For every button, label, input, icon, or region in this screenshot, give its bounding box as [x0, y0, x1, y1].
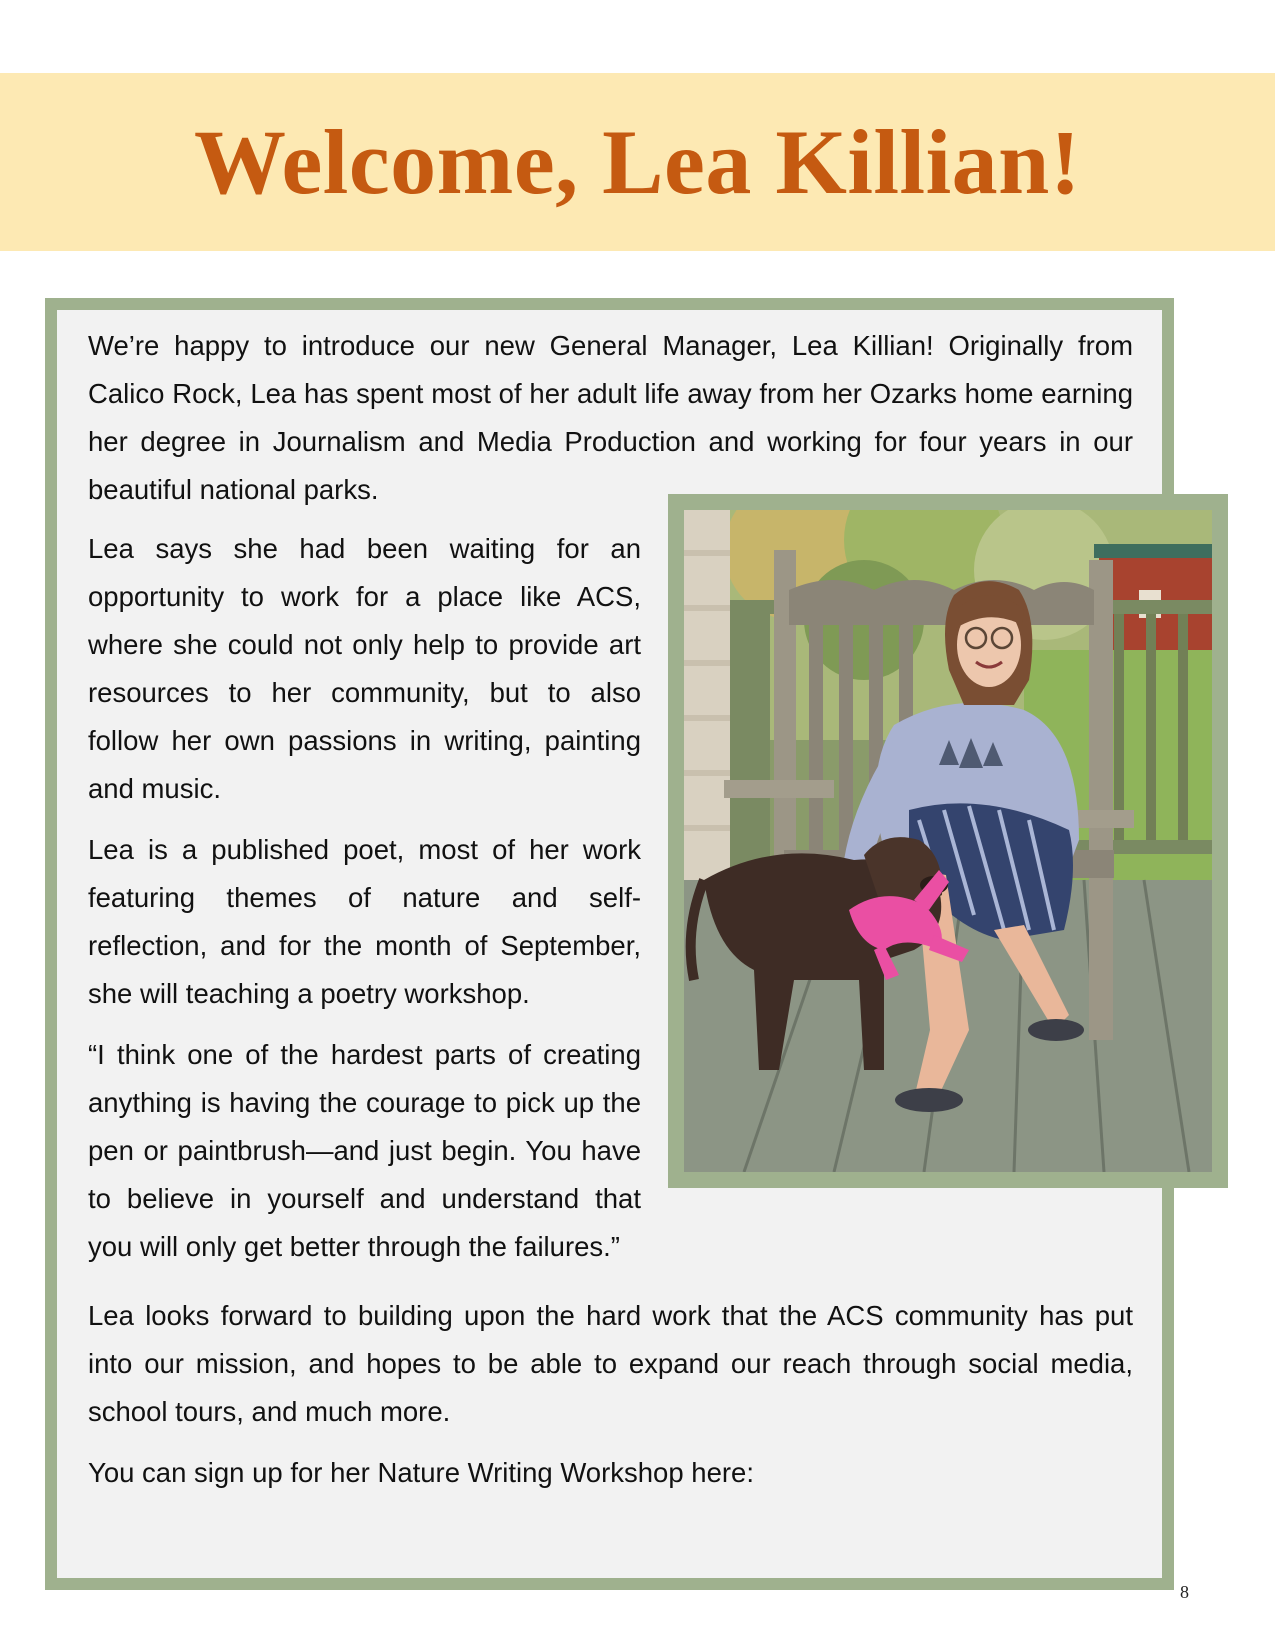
photo-frame: [668, 494, 1228, 1188]
outlook-paragraph: Lea looks forward to building upon the hard work that the ACS community has put into our mission, and hopes to be able to expand our reach through social media, school tours, and much more.: [88, 1300, 1133, 1427]
poet-paragraph: Lea is a published poet, most of her work featuring themes of nature and self-reflection, and for the month of September, she will teaching a poetry workshop.: [88, 834, 641, 1009]
intro-paragraph: We’re happy to introduce our new General Manager, Lea Killian! Originally from Calico Rock, Lea has spent most of her adult life away from her Ozarks home earning her degree in Journalism and Media Production and working for four years in our beautiful national parks.: [88, 330, 1133, 505]
page-title: Welcome, Lea Killian!: [194, 111, 1081, 213]
opportunity-paragraph: Lea says she had been waiting for an opportunity to work for a place like ACS, where she could not only help to provide art resources to her community, but to also follow her own passions in writing, painting and music.: [88, 533, 641, 804]
title-banner: [0, 73, 1275, 251]
signup-paragraph: You can sign up for her Nature Writing Workshop here:: [88, 1457, 754, 1488]
left-column: [88, 525, 641, 1284]
lea-photo: [684, 510, 1212, 1172]
page-number: 8: [1180, 1582, 1189, 1602]
quote-paragraph: “I think one of the hardest parts of creating anything is having the courage to pick up the pen or paintbrush—and just begin. You have to believe in yourself and understand that you will only get better through the failures.”: [88, 1039, 641, 1262]
closing-block: [88, 1292, 1133, 1510]
